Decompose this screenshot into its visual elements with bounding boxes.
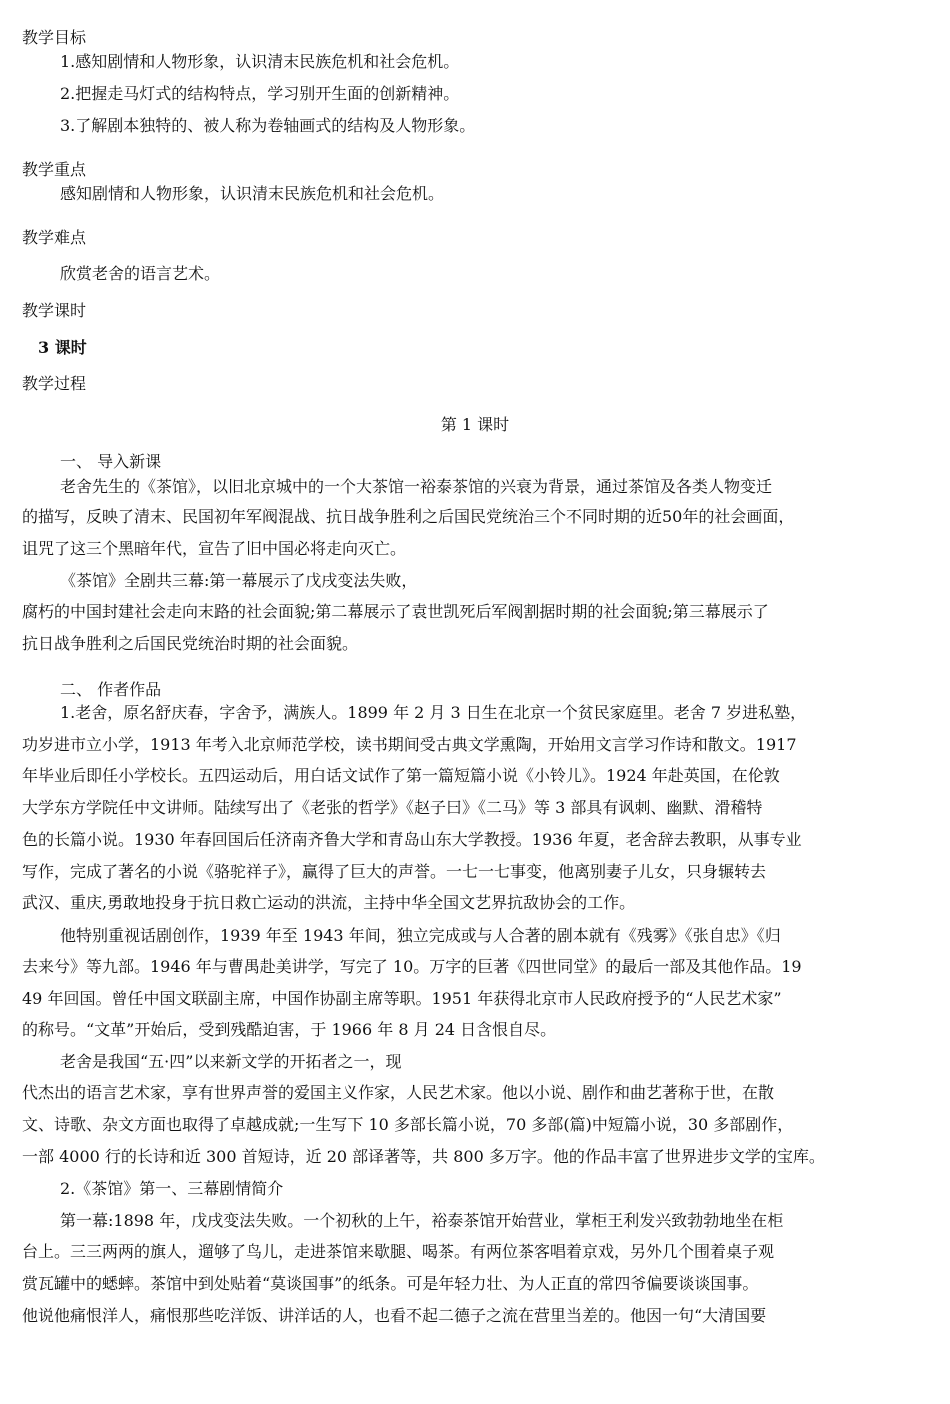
paragraph-line: 老舍是我国“五·四”以来新文学的开拓者之一，现 [60, 1052, 402, 1071]
paragraph-line: 抗日战争胜利之后国民党统治时期的社会面貌。 [22, 634, 359, 653]
paragraph-line: 写作，完成了著名的小说《骆驼祥子》，赢得了巨大的声誉。一七一七事变，他离别妻子儿女，只身辗转去 [22, 862, 767, 881]
paragraph-line: 台上。三三两两的旗人，遛够了鸟儿，走进茶馆来歇腿、喝茶。有两位茶客唱着京戏，另外几个围着桌子观 [22, 1242, 775, 1261]
hours-heading: 教学课时 [22, 301, 87, 320]
paragraph-line: 《茶馆》全剧共三幕:第一幕展示了戊戌变法失败， [60, 571, 418, 590]
paragraph-line: 代杰出的语言艺术家，享有世界声誉的爱国主义作家，人民艺术家。他以小说、剧作和曲艺著称于世，在散 [22, 1083, 775, 1102]
key-point-heading: 教学重点 [22, 160, 87, 179]
paragraph-line: 第一幕:1898 年，戊戌变法失败。一个初秋的上午，裕泰茶馆开始营业，掌柜王利发兴致勃勃地坐在柜 [60, 1211, 784, 1230]
paragraph-line: 武汉、重庆,勇敢地投身于抗日救亡运动的洪流，主持中华全国文艺界抗敌协会的工作。 [22, 893, 636, 912]
paragraph-line: 大学东方学院任中文讲师。陆续写出了《老张的哲学》《赵子曰》《二马》等 3 部具有讽刺、幽默、滑稽特 [22, 798, 763, 817]
section1-title: 一、 导入新课 [60, 452, 162, 471]
paragraph-line: 色的长篇小说。1930 年春回国后任济南齐鲁大学和青岛山东大学教授。1936 年夏，老舍辞去教职，从事专业 [22, 830, 802, 849]
paragraph-line: 49 年回国。曾任中国文联副主席，中国作协副主席等职。1951 年获得北京市人民政府授予的“人民艺术家” [22, 989, 782, 1008]
subsection-title: 2.《茶馆》第一、三幕剧情简介 [60, 1179, 284, 1198]
paragraph-line: 赏瓦罐中的蟋蟀。茶馆中到处贴着“莫谈国事”的纸条。可是年轻力壮、为人正直的常四爷偏要谈谈国事。 [22, 1274, 759, 1293]
objective-item: 2.把握走马灯式的结构特点，学习别开生面的创新精神。 [60, 84, 460, 103]
paragraph-line: 他特别重视话剧创作，1939 年至 1943 年间，独立完成或与人合著的剧本就有《残雾》《张自忠》《归 [60, 926, 781, 945]
paragraph-line: 一部 4000 行的长诗和近 300 首短诗，近 20 部译著等，共 800 多万字。他的作品丰富了世界进步文学的宝库。 [22, 1147, 825, 1166]
objective-item: 3.了解剧本独特的、被人称为卷轴画式的结构及人物形象。 [60, 116, 476, 135]
lesson-title: 第 1 课时 [440, 415, 510, 434]
key-point-text: 感知剧情和人物形象，认识清末民族危机和社会危机。 [60, 184, 445, 203]
difficulty-heading: 教学难点 [22, 228, 87, 247]
paragraph-line: 文、诗歌、杂文方面也取得了卓越成就;一生写下 10 多部长篇小说，70 多部(篇)中短篇小说，30 多部剧作， [22, 1115, 794, 1134]
paragraph-line: 功岁进市立小学，1913 年考入北京师范学校，读书期间受古典文学熏陶，开始用文言学习作诗和散文。1917 [22, 735, 797, 754]
paragraph-line: 1.老舍，原名舒庆春，字舍予，满族人。1899 年 2 月 3 日生在北京一个贫民家庭里。老舍 7 岁进私塾， [60, 703, 807, 722]
paragraph-line: 诅咒了这三个黑暗年代，宣告了旧中国必将走向灭亡。 [22, 539, 407, 558]
objective-item: 1.感知剧情和人物形象，认识清末民族危机和社会危机。 [60, 52, 460, 71]
paragraph-line: 腐朽的中国封建社会走向末路的社会面貌;第二幕展示了袁世凯死后军阀割据时期的社会面貌;第三幕展示了 [22, 602, 769, 621]
paragraph-line: 年毕业后即任小学校长。五四运动后，用白话文试作了第一篇短篇小说《小铃儿》。1924 年赴英国，在伦敦 [22, 766, 780, 785]
hours-value: 3 课时 [38, 338, 87, 357]
paragraph-line: 去来兮》等九部。1946 年与曹禺赴美讲学，写完了 10。万字的巨著《四世同堂》的最后一部及其他作品。19 [22, 957, 802, 976]
paragraph-line: 老舍先生的《茶馆》，以旧北京城中的一个大茶馆一裕泰茶馆的兴衰为背景，通过茶馆及各类人物变迁 [60, 477, 773, 496]
paragraph-line: 的描写，反映了清末、民国初年军阀混战、抗日战争胜利之后国民党统治三个不同时期的近50年的社会画面， [22, 507, 795, 526]
paragraph-line: 的称号。“文革”开始后，受到残酷迫害，于 1966 年 8 月 24 日含恨自尽。 [22, 1020, 557, 1039]
difficulty-text: 欣赏老舍的语言艺术。 [60, 264, 221, 283]
paragraph-line: 他说他痛恨洋人，痛恨那些吃洋饭、讲洋话的人，也看不起二德子之流在营里当差的。他因一句“大清国要 [22, 1306, 767, 1325]
section2-title: 二、 作者作品 [60, 680, 162, 699]
objectives-heading: 教学目标 [22, 28, 87, 47]
process-heading: 教学过程 [22, 374, 87, 393]
